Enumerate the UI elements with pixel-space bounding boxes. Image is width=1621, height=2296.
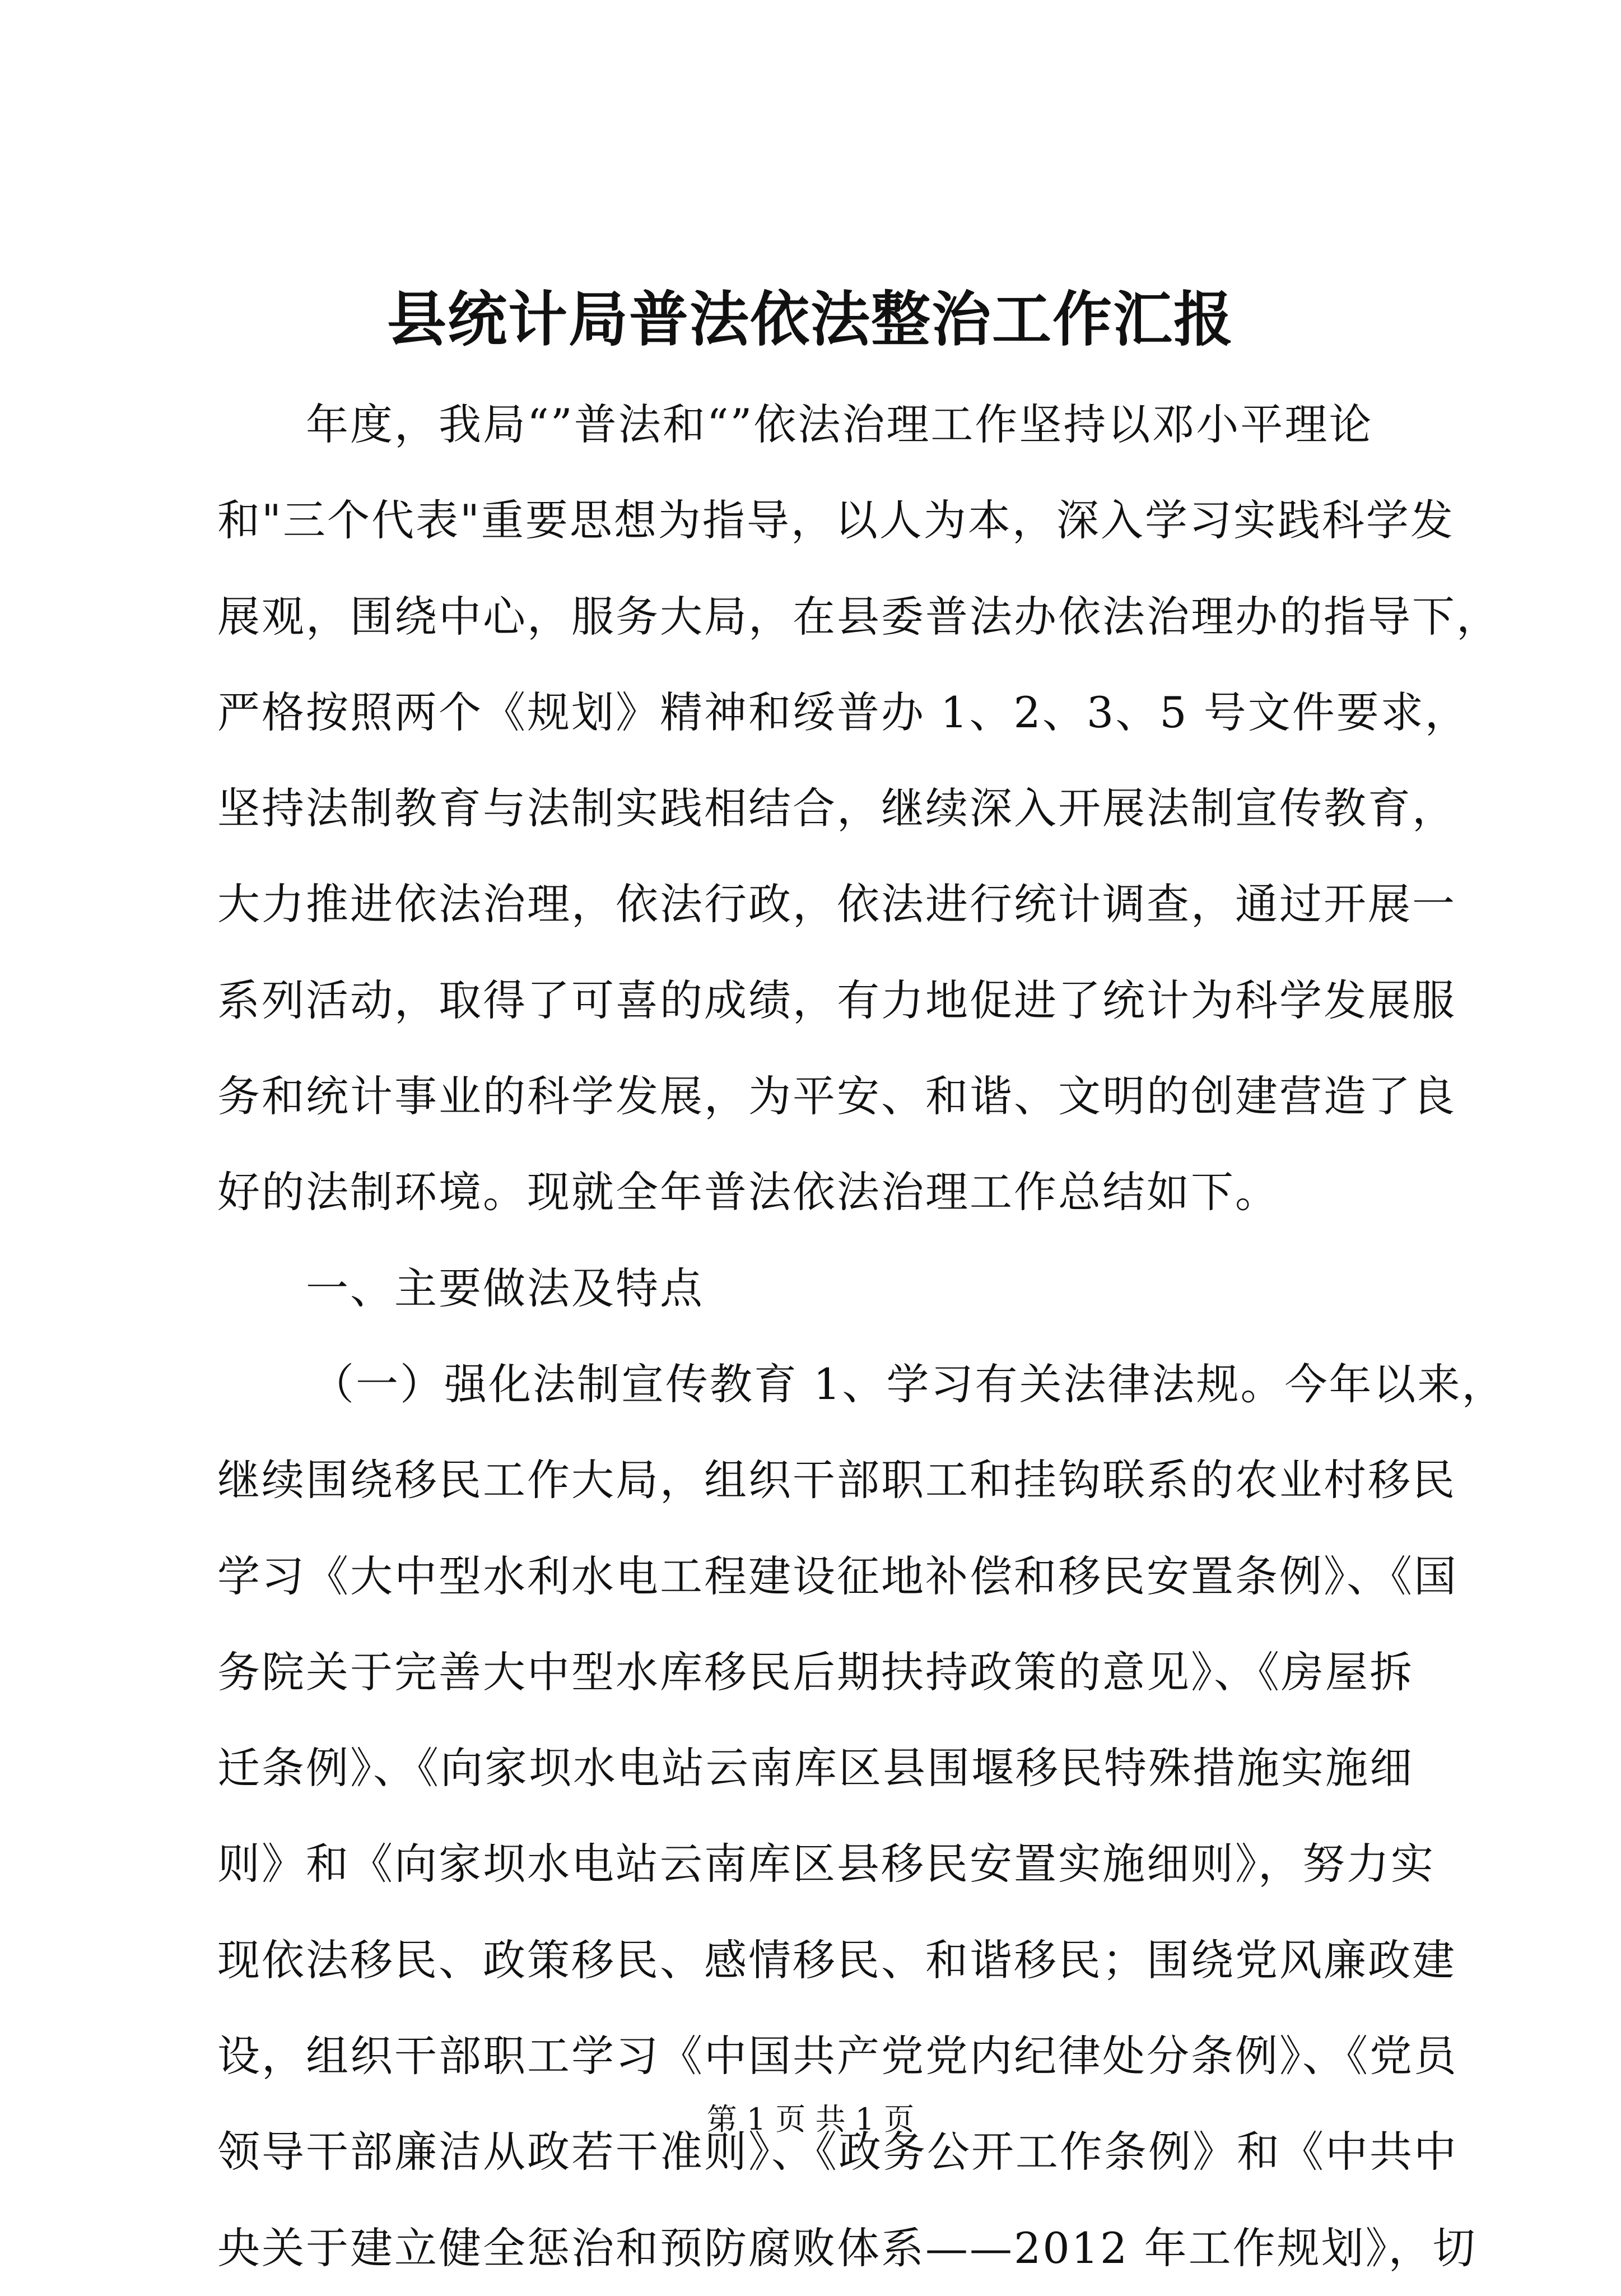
document-title: 县统计局普法依法整治工作汇报 <box>387 284 1234 354</box>
paragraph-line: 迁条例》、《向家坝水电站云南库区县围堰移民特殊措施实施细 <box>217 1743 1414 1793</box>
paragraph-line: （一）强化法制宣传教育 1、学习有关法律法规。今年以来， <box>311 1359 1506 1409</box>
paragraph-line: 则》和《向家坝水电站云南库区县移民安置实施细则》，努力实 <box>217 1839 1435 1889</box>
paragraph-line: 央关于建立健全惩治和预防腐败体系——2012 年工作规划》，切 <box>217 2223 1477 2273</box>
section-heading: 一、主要做法及特点 <box>306 1263 704 1313</box>
paragraph-line: 坚持法制教育与法制实践相结合，继续深入开展法制宣传教育， <box>217 783 1456 834</box>
paragraph-line: 继续围绕移民工作大局，组织干部职工和挂钩联系的农业村移民 <box>217 1455 1456 1505</box>
paragraph-line: 务和统计事业的科学发展，为平安、和谐、文明的创建营造了良 <box>217 1071 1456 1122</box>
paragraph-line: 现依法移民、政策移民、感情移民、和谐移民；围绕党风廉政建 <box>217 1935 1456 1985</box>
paragraph-line: 设，组织干部职工学习《中国共产党党内纪律处分条例》、《党员 <box>217 2031 1458 2081</box>
document-body <box>217 377 1506 2296</box>
paragraph-line: 展观，围绕中心，服务大局，在县委普法办依法治理办的指导下， <box>217 591 1501 642</box>
paragraph-line: 大力推进依法治理，依法行政，依法进行统计调查，通过开展一 <box>217 879 1456 929</box>
page-footer: 第 1 页 共 1 页 <box>706 2102 915 2137</box>
paragraph-line: 年度，我局“”普法和“”依法治理工作坚持以邓小平理论 <box>306 399 1373 449</box>
paragraph-line: 领导干部廉洁从政若干准则》、《政务公开工作条例》和《中共中 <box>217 2127 1458 2177</box>
paragraph-line: 好的法制环境。现就全年普法依法治理工作总结如下。 <box>217 1167 1279 1217</box>
paragraph-line: 严格按照两个《规划》精神和绥普办 1、2、3、5 号文件要求， <box>217 687 1469 737</box>
paragraph-line: 务院关于完善大中型水库移民后期扶持政策的意见》、《房屋拆 <box>217 1647 1414 1697</box>
paragraph-line: 系列活动，取得了可喜的成绩，有力地促进了统计为科学发展服 <box>217 975 1456 1025</box>
paragraph-line: 和"三个代表"重要思想为指导，以人为本，深入学习实践科学发 <box>217 495 1455 546</box>
paragraph-line: 学习《大中型水利水电工程建设征地补偿和移民安置条例》、《国 <box>217 1551 1458 1601</box>
